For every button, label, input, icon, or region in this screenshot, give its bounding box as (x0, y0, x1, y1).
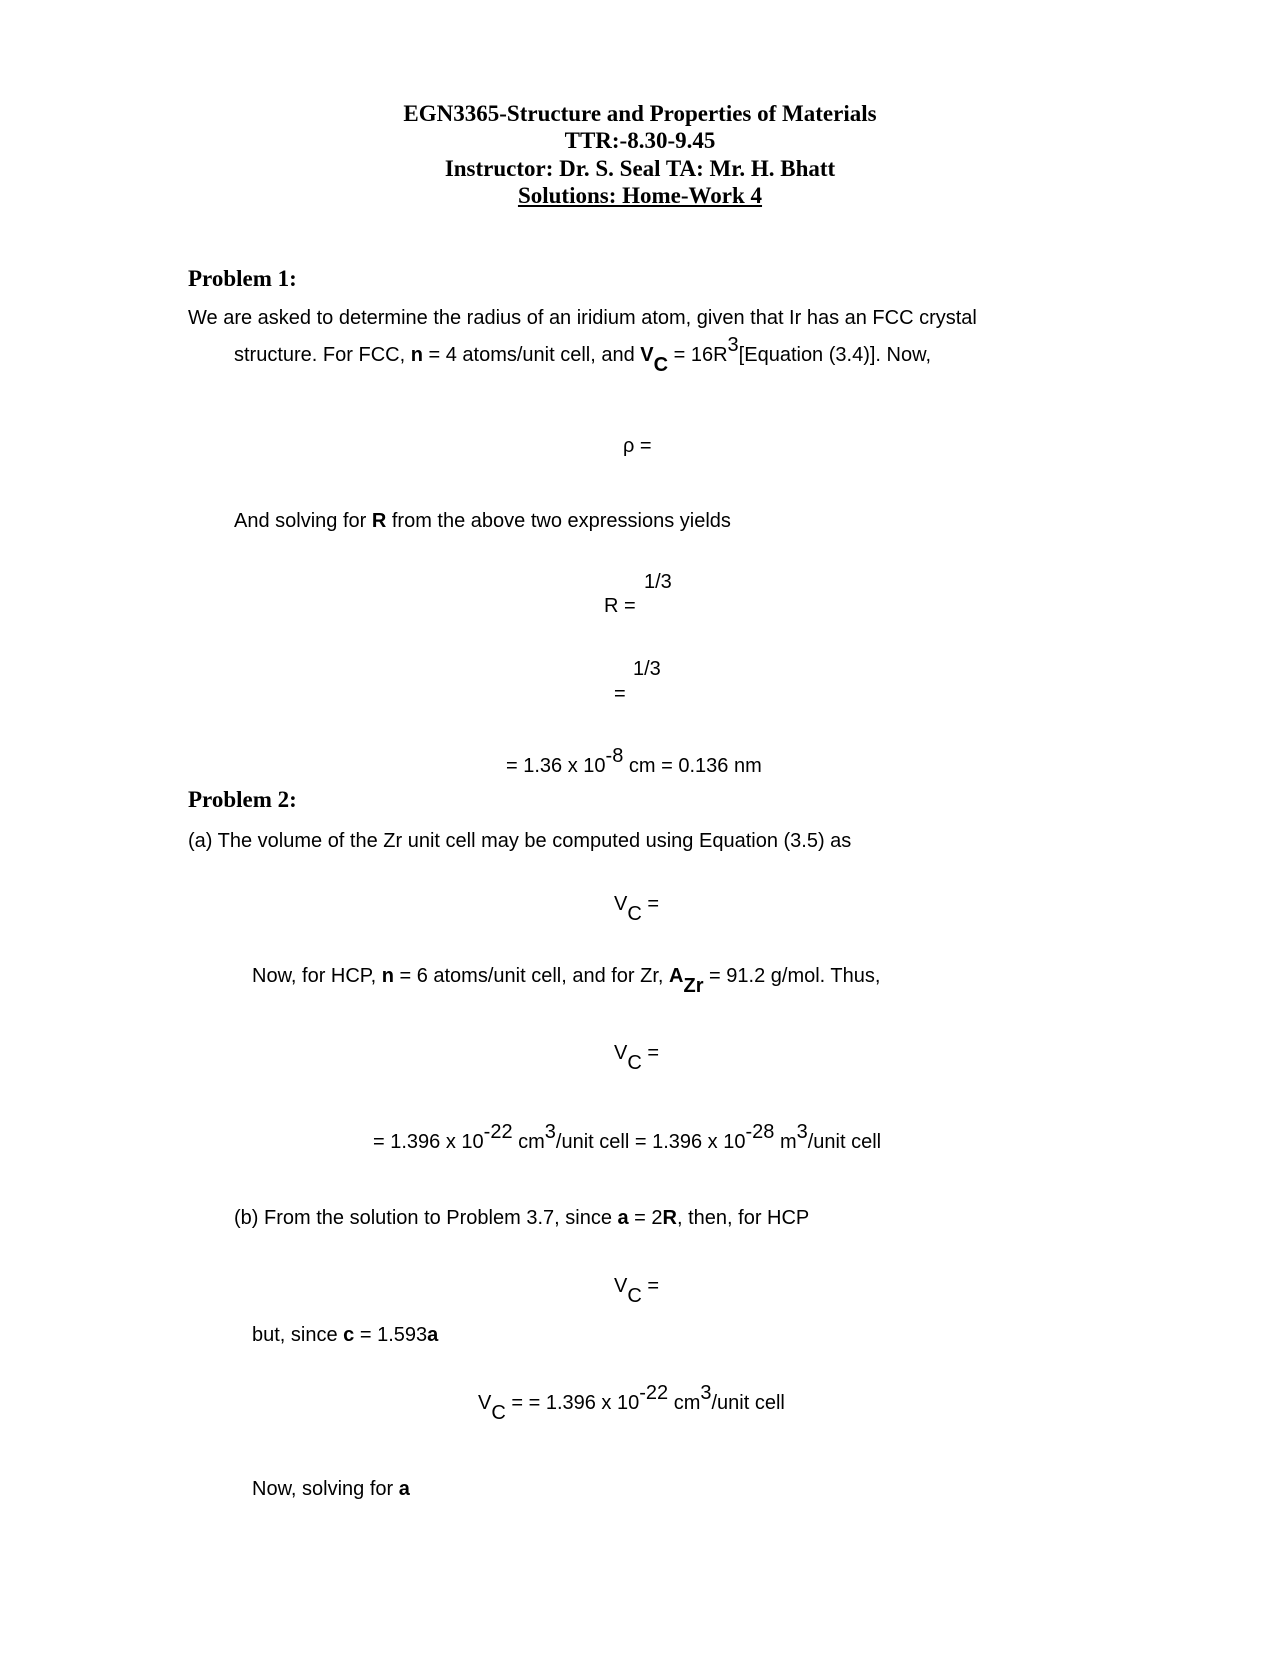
part-b-text-c: , then, for HCP (677, 1207, 810, 1229)
symbol-a: a (617, 1207, 629, 1229)
problem1-intro-line2 (234, 334, 931, 376)
exponent-one-third-b: 1/3 (633, 658, 661, 680)
hcp-text-b: = 6 atoms/unit cell, and for Zr, (393, 965, 670, 987)
vol-cube-2: 3 (796, 1121, 808, 1143)
symbol-a: a (427, 1324, 439, 1346)
symbol-a: a (398, 1478, 410, 1500)
vol-text-d: m (774, 1131, 797, 1153)
part-b-text-b: = 2 (628, 1207, 663, 1229)
symbol-R: R (662, 1207, 677, 1229)
vc-equation-1 (614, 893, 660, 925)
superscript-3: 3 (727, 334, 739, 356)
vol-exponent-2: -28 (745, 1121, 775, 1143)
problem1-result (506, 745, 762, 778)
solving-for-a-line (252, 1478, 410, 1501)
vc-c: C (491, 1402, 506, 1424)
intro-text-b: = 4 atoms/unit cell, and (422, 344, 641, 366)
solving-text-b: from the above two expressions yields (386, 510, 731, 532)
class-time: TTR:-8.30-9.45 (564, 128, 716, 153)
vol-text-a: = 1.396 x 10 (373, 1131, 484, 1153)
vc-result (478, 1382, 785, 1424)
result-text-b: cm = 0.136 nm (623, 755, 762, 777)
vol-text-e: /unit cell (807, 1131, 882, 1153)
equals-sign: = (614, 683, 626, 705)
vc2-cube: 3 (700, 1382, 712, 1404)
vc-v: V (478, 1392, 492, 1414)
vc2-text-a: = = 1.396 x 10 (505, 1392, 640, 1414)
vc-v: V (614, 1042, 628, 1064)
vol-text-b: cm (512, 1131, 545, 1153)
symbol-v: V (640, 344, 654, 366)
symbol-A: A (669, 965, 684, 987)
vc2-text-c: /unit cell (711, 1392, 785, 1414)
exponent-one-third-a: 1/3 (644, 571, 672, 593)
page-title (0, 183, 1280, 209)
subscript-c: C (653, 354, 669, 376)
vc-c: C (627, 1285, 642, 1307)
vc-eq: = (641, 1042, 660, 1064)
solving-for-r-text (234, 510, 731, 533)
vc-c: C (627, 1052, 642, 1074)
part-b-text-a: (b) From the solution to Problem 3.7, since (234, 1207, 618, 1229)
subscript-zr: Zr (683, 975, 704, 997)
vc-equation-2 (614, 1042, 660, 1074)
vc-c: C (627, 903, 642, 925)
vc-v: V (614, 893, 628, 915)
vc-eq: = (641, 893, 660, 915)
vc2-exponent: -22 (639, 1382, 669, 1404)
volume-result (373, 1121, 882, 1154)
but-text-a: but, since (252, 1324, 344, 1346)
symbol-n: n (410, 344, 423, 366)
hcp-line (252, 965, 881, 997)
hcp-text-a: Now, for HCP, (252, 965, 382, 987)
problem1-heading: Problem 1: (188, 266, 297, 291)
solve-text-a: Now, solving for (252, 1478, 399, 1500)
but-since-line (252, 1324, 438, 1347)
problem2-heading: Problem 2: (188, 787, 297, 812)
vc-equation-3 (614, 1275, 660, 1307)
problem1-intro-line1: We are asked to determine the radius of an iridium atom, given that Ir has an FCC crystal (188, 307, 977, 329)
hcp-text-c: = 91.2 g/mol. Thus, (703, 965, 881, 987)
rho-equation: ρ = (623, 435, 652, 457)
intro-text-d: [Equation (3.4)]. Now, (738, 344, 931, 366)
vc-v: V (614, 1275, 628, 1297)
intro-text-c: = 16R (668, 344, 728, 366)
r-equation: R = (604, 595, 636, 617)
symbol-c: c (343, 1324, 355, 1346)
result-exponent: -8 (605, 745, 624, 767)
page-title-text: Solutions: Home-Work 4 (517, 183, 763, 208)
problem2-part-b (234, 1207, 809, 1230)
result-text-a: = 1.36 x 10 (506, 755, 606, 777)
vol-exponent-1: -22 (483, 1121, 513, 1143)
symbol-R: R (371, 510, 387, 532)
course-title: EGN3365-Structure and Properties of Materials (403, 101, 877, 126)
vol-text-c: /unit cell = 1.396 x 10 (555, 1131, 746, 1153)
intro-text-a: structure. For FCC, (234, 344, 411, 366)
but-text-b: = 1.593 (354, 1324, 428, 1346)
vol-cube-1: 3 (544, 1121, 556, 1143)
symbol-n: n (381, 965, 394, 987)
problem2-part-a: (a) The volume of the Zr unit cell may be computed using Equation (3.5) as (188, 830, 852, 852)
instructor-line: Instructor: Dr. S. Seal TA: Mr. H. Bhatt (444, 156, 836, 181)
vc2-text-b: cm (668, 1392, 701, 1414)
vc-eq: = (641, 1275, 660, 1297)
solving-text-a: And solving for (234, 510, 372, 532)
